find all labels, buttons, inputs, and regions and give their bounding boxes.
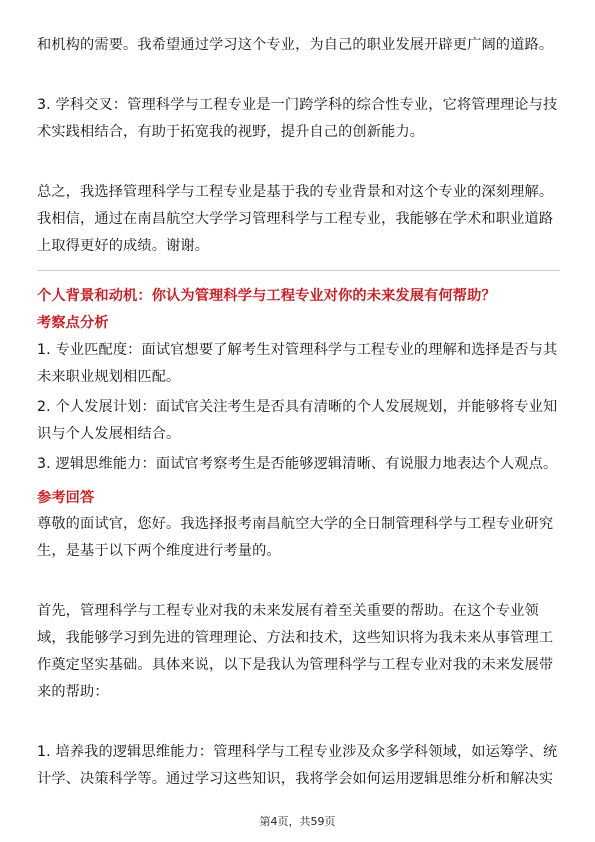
answer-heading: 参考回答 <box>37 490 95 506</box>
point3-line: 术实践相结合，有助于拓宽我的视野，提升自己的创新能力。 <box>37 124 425 140</box>
answer-line: 域，我能够学习到先进的管理理论、方法和技术，这些知识将为我未来从事管理工 <box>37 630 554 646</box>
continuation-line: 和机构的需要。我希望通过学习这个专业，为自己的职业发展开辟更广阔的道路。 <box>37 37 554 53</box>
analysis-item-line: 2. 个人发展计划：面试官关注考生是否具有清晰的个人发展规划，并能够将专业知 <box>37 399 558 415</box>
analysis-item-line: 3. 逻辑思维能力：面试官考察考生是否能够逻辑清晰、有说服力地表达个人观点。 <box>37 456 558 472</box>
question-title: 个人背景和动机：你认为管理科学与工程专业对你的未来发展有何帮助？ <box>37 288 496 304</box>
page-number: 第4页，共59页 <box>259 815 336 828</box>
analysis-item-line: 1. 专业匹配度：面试官想要了解考生对管理科学与工程专业的理解和选择是否与其 <box>37 342 558 358</box>
summary-line: 上取得更好的成绩。谢谢。 <box>37 238 210 254</box>
answer-line: 计学、决策科学等。通过学习这些知识，我将学会如何运用逻辑思维分析和解决实 <box>37 771 554 787</box>
section-divider <box>37 270 560 271</box>
analysis-item-line: 识与个人发展相结合。 <box>37 426 181 442</box>
answer-line: 生，是基于以下两个维度进行考量的。 <box>37 543 281 559</box>
summary-line: 总之，我选择管理科学与工程专业是基于我的专业背景和对这个专业的深刻理解。 <box>37 184 554 200</box>
answer-line: 尊敬的面试官，您好。我选择报考南昌航空大学的全日制管理科学与工程专业研究 <box>37 516 554 532</box>
answer-line: 作奠定坚实基础。具体来说，以下是我认为管理科学与工程专业对我的未来发展带 <box>37 657 554 673</box>
answer-line: 首先，管理科学与工程专业对我的未来发展有着至关重要的帮助。在这个专业领 <box>37 603 539 619</box>
analysis-heading: 考察点分析 <box>37 315 109 331</box>
point3-line: 3. 学科交叉：管理科学与工程专业是一门跨学科的综合性专业，它将管理理论与技 <box>37 97 558 113</box>
analysis-item-line: 未来职业规划相匹配。 <box>37 369 181 385</box>
summary-line: 我相信，通过在南昌航空大学学习管理科学与工程专业，我能够在学术和职业道路 <box>37 211 554 227</box>
answer-line: 来的帮助： <box>37 684 109 700</box>
answer-line: 1. 培养我的逻辑思维能力：管理科学与工程专业涉及众多学科领域，如运筹学、统 <box>37 744 558 760</box>
